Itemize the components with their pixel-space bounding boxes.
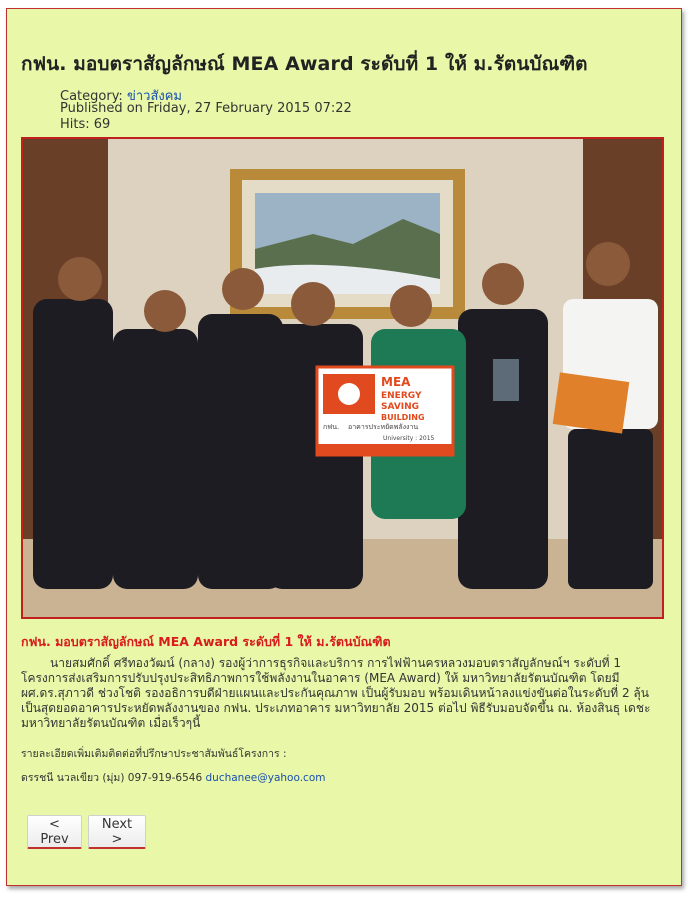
photo-caption: กฟน. มอบตราสัญลักษณ์ MEA Award ระดับที่ 1 ให้ ม.รัตนบัณฑิต [21, 634, 391, 649]
contact-intro: รายละเอียดเพิ่มเติมติดต่อที่ปรึกษาประชาสัมพันธ์โครงการ : [21, 748, 287, 760]
contact-name: ดรรชนี นวลเขียว (มุ่ม) 097-919-6546 [21, 772, 203, 784]
hits-count: Hits: 69 [60, 117, 111, 132]
sign-org: กฟน. [323, 423, 340, 431]
article-body: นายสมศักดิ์ ศรีทองวัฒน์ (กลาง) รองผู้ว่าการธุรกิจและบริการ การไฟฟ้านครหลวงมอบตราสัญลักษณ์ฯ ระดับที่ 1 โครงการส่งเสริมการปรับปรุงประสิทธิภาพการใช้พลังงานในอาคาร (MEA Award) ให้ มหาวิทยาลัยรัตนบัณฑิต โดยมี ผศ.ดร.สุภาวดี ช่วงโชติ รองอธิการบดีฝ่ายแผนและประกันคุณภาพ เป็นผู้รับมอบ พร้อมเดินหน้าลงแข่งขันต่อในระดับที่ 2 ลุ้นเป็นสุดยอดอาคารประหยัดพลังงานของ กฟน. ประเภทอาคาร มหาวิทยาลัย 2015 ต่อไป พิธีรับมอบจัดขึ้น ณ. ห้องสินธุ เดชะ มหาวิทยาลัยรัตนบัณฑิต เมื่อเร็วๆนี้ [21, 656, 651, 730]
sign-year: University : 2015 [383, 435, 435, 442]
next-button[interactable]: Next > [88, 815, 146, 849]
sign-line-1: MEA [381, 375, 411, 389]
article-photo [21, 137, 664, 619]
sign-line-4: BUILDING [381, 413, 425, 422]
contact-line [21, 769, 326, 786]
prev-button[interactable]: < Prev [27, 815, 82, 849]
category-label: Category: [60, 89, 123, 104]
category-link[interactable]: ข่าวสังคม [126, 89, 183, 104]
sign-thai: อาคารประหยัดพลังงาน [348, 423, 419, 431]
sign-line-2: ENERGY [381, 391, 422, 401]
article-title: กฟน. มอบตราสัญลักษณ์ MEA Award ระดับที่ 1 ให้ ม.รัตนบัณฑิต [21, 53, 588, 75]
contact-email-link[interactable]: duchanee@yahoo.com [205, 772, 326, 784]
published-date: Published on Friday, 27 February 2015 07:22 [60, 101, 352, 116]
sign-line-3: SAVING [381, 402, 420, 412]
